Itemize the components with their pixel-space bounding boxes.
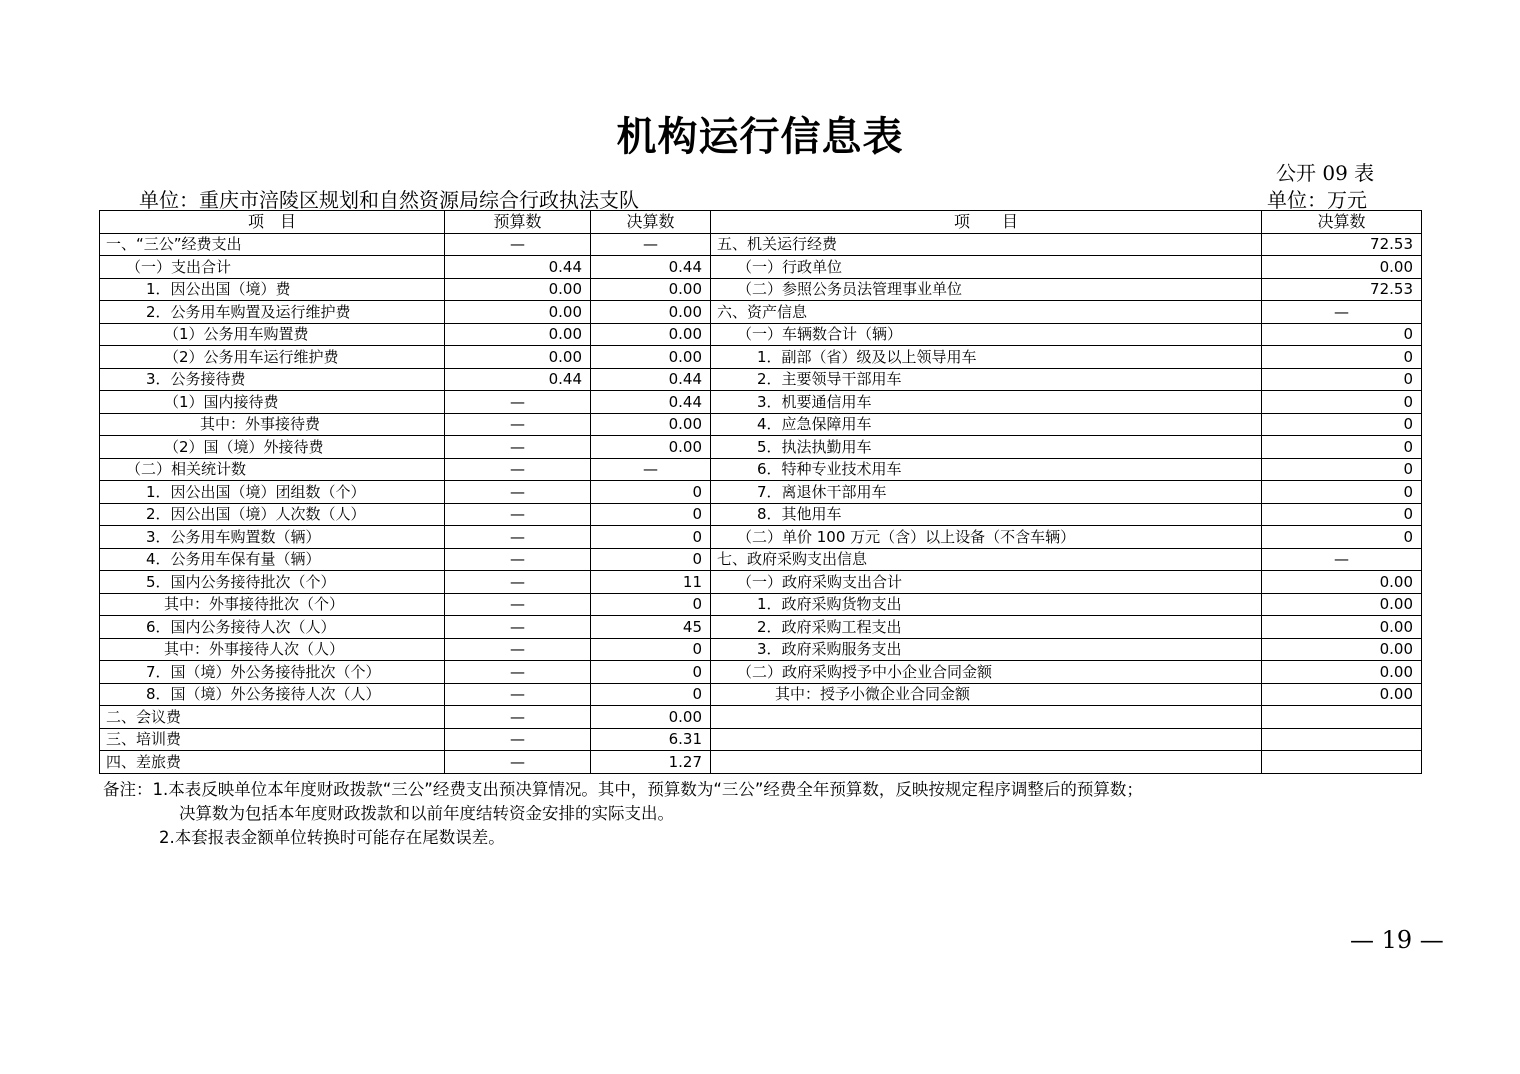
left-item-cell: 其中：外事接待人次（人） bbox=[100, 638, 445, 661]
right-final-cell: — bbox=[1262, 301, 1422, 324]
currency-unit: 单位：万元 bbox=[1267, 188, 1367, 212]
right-final-cell: 72.53 bbox=[1262, 278, 1422, 301]
table-row bbox=[100, 278, 1422, 301]
table-row bbox=[100, 503, 1422, 526]
left-final-cell: 45 bbox=[591, 616, 711, 639]
right-item-cell: 6．特种专业技术用车 bbox=[711, 458, 1262, 481]
left-budget-cell: — bbox=[445, 683, 591, 706]
left-final-cell: 0.00 bbox=[591, 278, 711, 301]
left-final-cell: 6.31 bbox=[591, 728, 711, 751]
note-line-1: 备注：1.本表反映单位本年度财政拨款“三公”经费支出预决算情况。其中，预算数为“三公”经费全年预算数，反映按规定程序调整后的预算数； bbox=[103, 780, 1143, 799]
table-body bbox=[100, 233, 1422, 773]
note-line-2: 决算数为包括本年度财政拨款和以前年度结转资金安排的实际支出。 bbox=[179, 804, 674, 823]
table-row bbox=[100, 638, 1422, 661]
table-row bbox=[100, 751, 1422, 774]
right-item-cell: 1．副部（省）级及以上领导用车 bbox=[711, 346, 1262, 369]
header-final: 决算数 bbox=[591, 211, 711, 234]
right-item-cell: （二）单价 100 万元（含）以上设备（不含车辆） bbox=[711, 526, 1262, 549]
table-row bbox=[100, 458, 1422, 481]
right-item-cell: 7．离退休干部用车 bbox=[711, 481, 1262, 504]
right-item-cell: 2．政府采购工程支出 bbox=[711, 616, 1262, 639]
right-item-cell bbox=[711, 728, 1262, 751]
right-final-cell: 0 bbox=[1262, 458, 1422, 481]
left-final-cell: 0 bbox=[591, 683, 711, 706]
left-budget-cell: — bbox=[445, 526, 591, 549]
header-item-right: 项 目 bbox=[711, 211, 1262, 234]
left-final-cell: — bbox=[591, 233, 711, 256]
left-item-cell: 3．公务接待费 bbox=[100, 368, 445, 391]
left-final-cell: 0.00 bbox=[591, 301, 711, 324]
left-budget-cell: 0.00 bbox=[445, 346, 591, 369]
left-item-cell: 二、会议费 bbox=[100, 706, 445, 729]
table-row bbox=[100, 526, 1422, 549]
page-title: 机构运行信息表 bbox=[616, 113, 904, 160]
left-budget-cell: — bbox=[445, 638, 591, 661]
left-item-cell: 四、差旅费 bbox=[100, 751, 445, 774]
left-final-cell: 0 bbox=[591, 661, 711, 684]
table-row bbox=[100, 593, 1422, 616]
right-final-cell: 0.00 bbox=[1262, 661, 1422, 684]
left-final-cell: 0 bbox=[591, 481, 711, 504]
right-final-cell: 0.00 bbox=[1262, 616, 1422, 639]
right-final-cell: 0 bbox=[1262, 368, 1422, 391]
table-row bbox=[100, 368, 1422, 391]
left-budget-cell: 0.44 bbox=[445, 368, 591, 391]
right-item-cell: 五、机关运行经费 bbox=[711, 233, 1262, 256]
right-item-cell: （二）政府采购授予中小企业合同金额 bbox=[711, 661, 1262, 684]
right-final-cell bbox=[1262, 706, 1422, 729]
left-budget-cell: — bbox=[445, 503, 591, 526]
left-item-cell: 1．因公出国（境）费 bbox=[100, 278, 445, 301]
left-final-cell: — bbox=[591, 458, 711, 481]
left-final-cell: 0.44 bbox=[591, 368, 711, 391]
left-budget-cell: — bbox=[445, 548, 591, 571]
table-row bbox=[100, 346, 1422, 369]
table-row bbox=[100, 301, 1422, 324]
form-number: 公开 09 表 bbox=[1276, 161, 1375, 185]
left-budget-cell: — bbox=[445, 593, 591, 616]
left-budget-cell: 0.00 bbox=[445, 301, 591, 324]
left-final-cell: 0 bbox=[591, 526, 711, 549]
right-item-cell: （二）参照公务员法管理事业单位 bbox=[711, 278, 1262, 301]
note-line-3: 2.本套报表金额单位转换时可能存在尾数误差。 bbox=[159, 828, 505, 847]
left-item-cell: 其中：外事接待批次（个） bbox=[100, 593, 445, 616]
table-row bbox=[100, 233, 1422, 256]
right-item-cell: 七、政府采购支出信息 bbox=[711, 548, 1262, 571]
table-row bbox=[100, 436, 1422, 459]
table-row bbox=[100, 481, 1422, 504]
right-item-cell: 4．应急保障用车 bbox=[711, 413, 1262, 436]
table-header-row bbox=[100, 211, 1422, 234]
left-item-cell: （2）公务用车运行维护费 bbox=[100, 346, 445, 369]
header-budget: 预算数 bbox=[445, 211, 591, 234]
left-item-cell: 三、培训费 bbox=[100, 728, 445, 751]
right-item-cell: 2．主要领导干部用车 bbox=[711, 368, 1262, 391]
right-item-cell: （一）政府采购支出合计 bbox=[711, 571, 1262, 594]
left-item-cell: 2．因公出国（境）人次数（人） bbox=[100, 503, 445, 526]
left-budget-cell: — bbox=[445, 728, 591, 751]
left-budget-cell: 0.00 bbox=[445, 278, 591, 301]
left-budget-cell: — bbox=[445, 436, 591, 459]
left-budget-cell: — bbox=[445, 571, 591, 594]
left-item-cell: 8．国（境）外公务接待人次（人） bbox=[100, 683, 445, 706]
right-item-cell: 六、资产信息 bbox=[711, 301, 1262, 324]
left-item-cell: 3．公务用车购置数（辆） bbox=[100, 526, 445, 549]
table-row bbox=[100, 413, 1422, 436]
left-final-cell: 0 bbox=[591, 503, 711, 526]
table-row bbox=[100, 256, 1422, 279]
header-item: 项 目 bbox=[100, 211, 445, 234]
right-final-cell: 0.00 bbox=[1262, 593, 1422, 616]
right-final-cell: 0 bbox=[1262, 323, 1422, 346]
right-item-cell: 8．其他用车 bbox=[711, 503, 1262, 526]
right-item-cell bbox=[711, 706, 1262, 729]
table-row bbox=[100, 683, 1422, 706]
table-row bbox=[100, 728, 1422, 751]
right-final-cell: 0 bbox=[1262, 346, 1422, 369]
right-final-cell: — bbox=[1262, 548, 1422, 571]
left-final-cell: 0.00 bbox=[591, 413, 711, 436]
left-item-cell: 6．国内公务接待人次（人） bbox=[100, 616, 445, 639]
left-budget-cell: — bbox=[445, 616, 591, 639]
right-final-cell: 0 bbox=[1262, 391, 1422, 414]
right-final-cell: 0.00 bbox=[1262, 256, 1422, 279]
left-final-cell: 0.44 bbox=[591, 256, 711, 279]
header-final-right: 决算数 bbox=[1262, 211, 1422, 234]
left-final-cell: 0 bbox=[591, 593, 711, 616]
left-budget-cell: — bbox=[445, 481, 591, 504]
page-number: — 19 — bbox=[1350, 926, 1444, 954]
left-final-cell: 0.00 bbox=[591, 436, 711, 459]
right-final-cell: 0 bbox=[1262, 413, 1422, 436]
table-row bbox=[100, 323, 1422, 346]
right-item-cell: 3．政府采购服务支出 bbox=[711, 638, 1262, 661]
left-final-cell: 0.00 bbox=[591, 706, 711, 729]
right-final-cell: 0 bbox=[1262, 481, 1422, 504]
left-budget-cell: 0.44 bbox=[445, 256, 591, 279]
left-budget-cell: — bbox=[445, 751, 591, 774]
right-final-cell: 0 bbox=[1262, 436, 1422, 459]
right-item-cell: （一）行政单位 bbox=[711, 256, 1262, 279]
right-item-cell: 其中：授予小微企业合同金额 bbox=[711, 683, 1262, 706]
table-row bbox=[100, 706, 1422, 729]
left-budget-cell: — bbox=[445, 391, 591, 414]
left-item-cell: 4．公务用车保有量（辆） bbox=[100, 548, 445, 571]
right-final-cell: 72.53 bbox=[1262, 233, 1422, 256]
left-final-cell: 11 bbox=[591, 571, 711, 594]
left-final-cell: 0.44 bbox=[591, 391, 711, 414]
right-final-cell: 0.00 bbox=[1262, 571, 1422, 594]
left-budget-cell: — bbox=[445, 706, 591, 729]
left-final-cell: 0.00 bbox=[591, 323, 711, 346]
left-item-cell: （1）国内接待费 bbox=[100, 391, 445, 414]
right-final-cell bbox=[1262, 728, 1422, 751]
notes bbox=[103, 778, 1143, 850]
left-item-cell: 2．公务用车购置及运行维护费 bbox=[100, 301, 445, 324]
left-item-cell: 其中：外事接待费 bbox=[100, 413, 445, 436]
right-final-cell: 0.00 bbox=[1262, 683, 1422, 706]
right-final-cell: 0 bbox=[1262, 526, 1422, 549]
right-final-cell: 0 bbox=[1262, 503, 1422, 526]
left-item-cell: （一）支出合计 bbox=[100, 256, 445, 279]
left-final-cell: 1.27 bbox=[591, 751, 711, 774]
right-final-cell bbox=[1262, 751, 1422, 774]
left-item-cell: （2）国（境）外接待费 bbox=[100, 436, 445, 459]
left-item-cell: 1．因公出国（境）团组数（个） bbox=[100, 481, 445, 504]
left-budget-cell: — bbox=[445, 661, 591, 684]
table-row bbox=[100, 548, 1422, 571]
right-item-cell: 1．政府采购货物支出 bbox=[711, 593, 1262, 616]
left-budget-cell: 0.00 bbox=[445, 323, 591, 346]
left-budget-cell: — bbox=[445, 458, 591, 481]
table-row bbox=[100, 616, 1422, 639]
left-item-cell: 7．国（境）外公务接待批次（个） bbox=[100, 661, 445, 684]
left-item-cell: 5．国内公务接待批次（个） bbox=[100, 571, 445, 594]
table-row bbox=[100, 571, 1422, 594]
right-final-cell: 0.00 bbox=[1262, 638, 1422, 661]
left-budget-cell: — bbox=[445, 233, 591, 256]
left-item-cell: （1）公务用车购置费 bbox=[100, 323, 445, 346]
table-row bbox=[100, 661, 1422, 684]
right-item-cell: 3．机要通信用车 bbox=[711, 391, 1262, 414]
left-item-cell: （二）相关统计数 bbox=[100, 458, 445, 481]
operation-info-table bbox=[99, 210, 1422, 774]
table-row bbox=[100, 391, 1422, 414]
left-item-cell: 一、“三公”经费支出 bbox=[100, 233, 445, 256]
right-item-cell: 5．执法执勤用车 bbox=[711, 436, 1262, 459]
left-final-cell: 0 bbox=[591, 548, 711, 571]
left-budget-cell: — bbox=[445, 413, 591, 436]
reporting-unit: 单位：重庆市涪陵区规划和自然资源局综合行政执法支队 bbox=[139, 188, 639, 212]
right-item-cell bbox=[711, 751, 1262, 774]
right-item-cell: （一）车辆数合计（辆） bbox=[711, 323, 1262, 346]
left-final-cell: 0.00 bbox=[591, 346, 711, 369]
left-final-cell: 0 bbox=[591, 638, 711, 661]
